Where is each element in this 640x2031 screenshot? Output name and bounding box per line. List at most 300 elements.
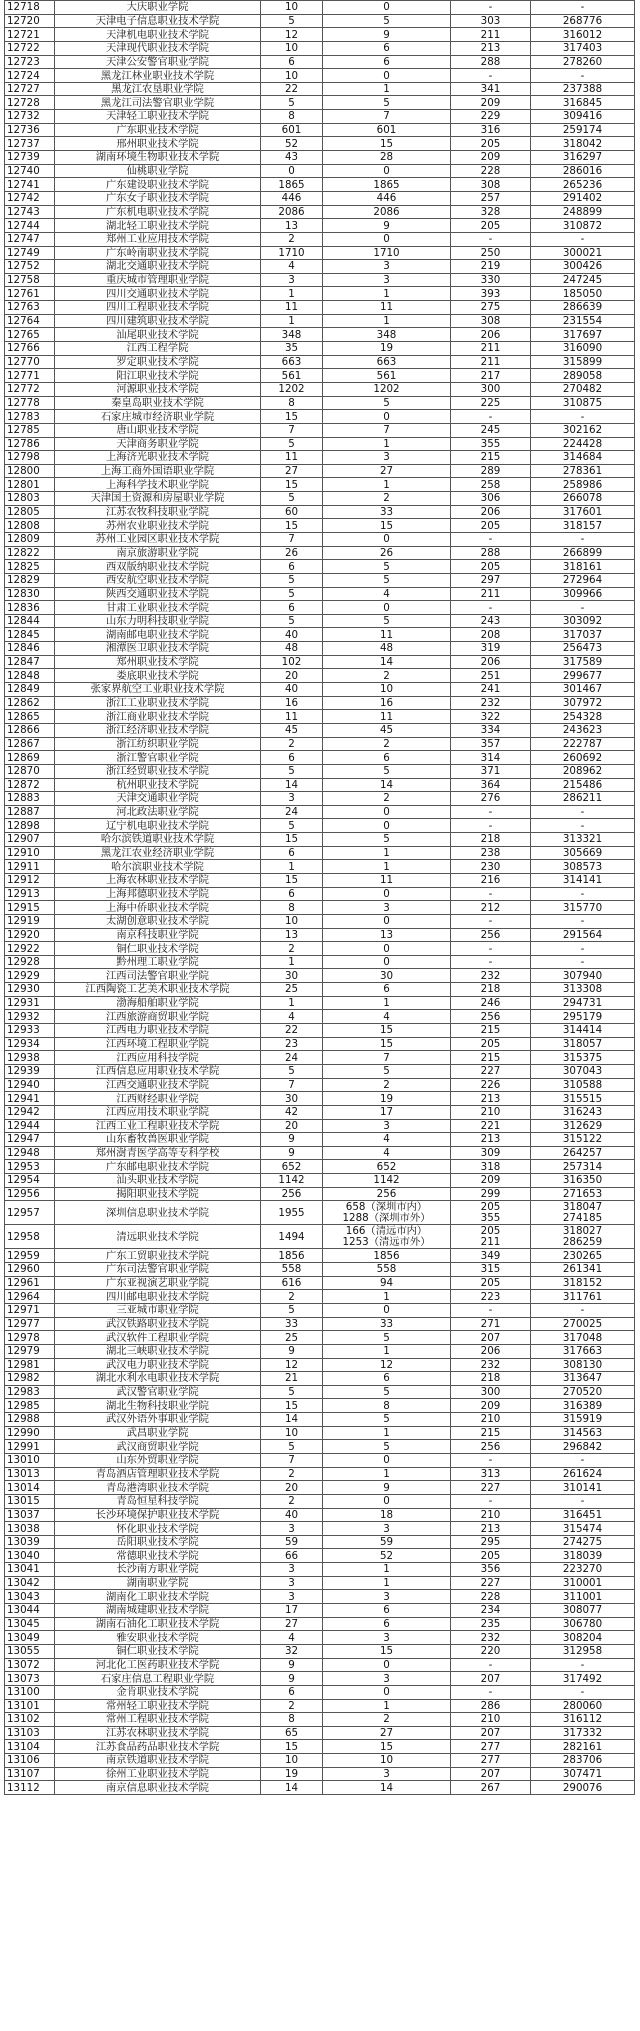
table-row [5,1494,635,1508]
school-code-cell: 12747 [5,232,55,246]
min-score-cell: 286 [451,1699,531,1713]
plan-count-cell: 10 [261,1426,323,1440]
table-row [5,914,635,928]
admitted-count-cell: 9 [323,1481,451,1495]
school-code-cell: 12867 [5,737,55,751]
admitted-count-cell: 561 [323,369,451,383]
school-name-cell: 广东工贸职业技术学院 [55,1249,261,1263]
plan-count-cell: 4 [261,1631,323,1645]
table-row [5,382,635,396]
admitted-count-cell: 18 [323,1508,451,1522]
plan-count-cell: 4 [261,1010,323,1024]
table-row [5,1590,635,1604]
table-row [5,1413,635,1427]
table-row [5,642,635,656]
min-rank-cell: 307972 [531,696,635,710]
admitted-count-cell: 10 [323,683,451,697]
plan-count-cell: 2 [261,232,323,246]
plan-count-cell: 25 [261,983,323,997]
min-score-cell: - [451,1658,531,1672]
school-code-cell: 12870 [5,764,55,778]
min-rank-cell [531,1201,635,1225]
min-rank-cell: - [531,887,635,901]
admitted-count-cell: 1 [323,996,451,1010]
table-row [5,532,635,546]
admitted-count-cell: 0 [323,164,451,178]
plan-count-cell: 14 [261,778,323,792]
school-name-cell: 广东建设职业技术学院 [55,178,261,192]
min-rank-cell: 316090 [531,342,635,356]
school-name-cell: 南京铁道职业技术学院 [55,1754,261,1768]
min-score-cell: 205 [451,1549,531,1563]
table-row [5,1453,635,1467]
school-code-cell: 12849 [5,683,55,697]
min-rank-cell: 314141 [531,874,635,888]
table-row [5,1331,635,1345]
school-name-cell: 青岛港湾职业技术学院 [55,1481,261,1495]
school-code-cell: 12845 [5,628,55,642]
school-code-cell: 12737 [5,137,55,151]
min-score-cell: 334 [451,723,531,737]
min-rank-cell: 314563 [531,1426,635,1440]
school-code-cell: 12846 [5,642,55,656]
admitted-count-cell: 12 [323,1358,451,1372]
table-row [5,751,635,765]
school-code-cell: 12915 [5,901,55,915]
table-row [5,1105,635,1119]
admitted-count-cell: 11 [323,301,451,315]
plan-count-cell: 60 [261,505,323,519]
school-name-cell: 武汉铁路职业技术学院 [55,1317,261,1331]
school-name-cell: 罗定职业技术学院 [55,355,261,369]
min-score-cell: - [451,1,531,15]
min-score-cell: 276 [451,792,531,806]
min-rank-cell: 268776 [531,14,635,28]
plan-count-cell: 5 [261,1064,323,1078]
min-rank-cell: 308077 [531,1604,635,1618]
plan-count-cell: 13 [261,928,323,942]
school-name-cell: 唐山职业技术学院 [55,423,261,437]
school-code-cell: 12956 [5,1187,55,1201]
school-code-cell: 12723 [5,55,55,69]
min-rank-cell: 278361 [531,464,635,478]
plan-count-cell: 21 [261,1372,323,1386]
min-score-cell: - [451,232,531,246]
plan-count-cell: 16 [261,696,323,710]
plan-count-cell: 6 [261,1685,323,1699]
school-name-cell: 辽宁机电职业技术学院 [55,819,261,833]
table-row [5,614,635,628]
plan-count-cell: 30 [261,1092,323,1106]
plan-count-cell: 446 [261,191,323,205]
table-row [5,996,635,1010]
min-rank-cell: 307043 [531,1064,635,1078]
plan-count-cell: 15 [261,478,323,492]
min-score-cell: - [451,1494,531,1508]
min-rank-cell: - [531,69,635,83]
plan-count-cell: 7 [261,1453,323,1467]
school-name-cell: 江西财经职业学院 [55,1092,261,1106]
admitted-count-cell: 0 [323,1453,451,1467]
table-row [5,683,635,697]
plan-count-cell: 3 [261,1563,323,1577]
school-name-cell: 武汉软件工程职业学院 [55,1331,261,1345]
school-code-cell: 12800 [5,464,55,478]
min-score-cell: 318 [451,1160,531,1174]
plan-count-cell: 3 [261,1590,323,1604]
min-rank-cell: - [531,1303,635,1317]
plan-count-cell: 22 [261,82,323,96]
plan-count-cell: 20 [261,669,323,683]
plan-count-cell: 15 [261,874,323,888]
plan-count-cell: 561 [261,369,323,383]
plan-count-cell: 2 [261,942,323,956]
school-name-cell: 南京旅游职业学院 [55,546,261,560]
school-code-cell: 12982 [5,1372,55,1386]
min-score-cell: 315 [451,1263,531,1277]
admitted-count-cell: 11 [323,874,451,888]
table-row [5,1522,635,1536]
min-rank-cell: - [531,914,635,928]
min-score-cell: 289 [451,464,531,478]
min-score-cell: 234 [451,1604,531,1618]
school-name-cell: 湖南邮电职业技术学院 [55,628,261,642]
school-name-cell: 湖北生物科技职业学院 [55,1399,261,1413]
school-code-cell: 13045 [5,1617,55,1631]
plan-count-cell: 5 [261,573,323,587]
min-rank-cell: 294731 [531,996,635,1010]
school-code-cell: 13013 [5,1467,55,1481]
min-rank-cell [531,1225,635,1249]
school-code-cell: 12772 [5,382,55,396]
cell-line: 658（深圳市内） [345,1200,428,1213]
table-row [5,1051,635,1065]
admitted-count-cell: 3 [323,451,451,465]
admitted-count-cell: 14 [323,655,451,669]
min-score-cell: 205 [451,519,531,533]
min-rank-cell: 270482 [531,382,635,396]
plan-count-cell: 11 [261,451,323,465]
plan-count-cell: 2 [261,1494,323,1508]
school-name-cell: 山东外贸职业学院 [55,1453,261,1467]
plan-count-cell: 9 [261,1344,323,1358]
school-name-cell: 四川交通职业技术学院 [55,287,261,301]
min-score-cell: 349 [451,1249,531,1263]
table-row [5,519,635,533]
school-name-cell: 上海农林职业技术学院 [55,874,261,888]
table-row [5,14,635,28]
admitted-count-cell [323,1225,451,1249]
admitted-count-cell: 14 [323,1781,451,1795]
admitted-count-cell: 1 [323,1344,451,1358]
admitted-count-cell: 1202 [323,382,451,396]
admitted-count-cell: 0 [323,1303,451,1317]
school-name-cell: 陕西交通职业技术学院 [55,587,261,601]
admitted-count-cell: 0 [323,410,451,424]
school-name-cell: 江西旅游商贸职业学院 [55,1010,261,1024]
school-name-cell: 四川工程职业技术学院 [55,301,261,315]
min-rank-cell: 317663 [531,1344,635,1358]
min-rank-cell: 266078 [531,492,635,506]
table-row [5,437,635,451]
table-row [5,1303,635,1317]
plan-count-cell: 25 [261,1331,323,1345]
min-score-cell: 215 [451,1051,531,1065]
cell-line: 286259 [562,1235,603,1248]
plan-count-cell: 1494 [261,1225,323,1249]
plan-count-cell: 1142 [261,1174,323,1188]
plan-count-cell: 14 [261,1413,323,1427]
min-score-cell: 228 [451,1590,531,1604]
min-score-cell: 213 [451,1092,531,1106]
school-name-cell: 广东亚视演艺职业学院 [55,1276,261,1290]
min-rank-cell: 309416 [531,110,635,124]
table-row [5,573,635,587]
min-rank-cell: 265236 [531,178,635,192]
school-name-cell: 浙江纺织职业学院 [55,737,261,751]
admitted-count-cell: 19 [323,342,451,356]
school-name-cell: 阳江职业技术学院 [55,369,261,383]
table-row [5,560,635,574]
school-code-cell: 12736 [5,123,55,137]
school-name-cell: 湖南石油化工职业技术学院 [55,1617,261,1631]
min-score-cell: 207 [451,1767,531,1781]
school-code-cell: 12866 [5,723,55,737]
min-score-cell: 206 [451,505,531,519]
school-code-cell: 13014 [5,1481,55,1495]
min-score-cell: 271 [451,1317,531,1331]
min-rank-cell: 215486 [531,778,635,792]
school-name-cell: 广东女子职业技术学院 [55,191,261,205]
plan-count-cell: 45 [261,723,323,737]
table-row [5,396,635,410]
school-name-cell: 太湖创意职业技术学院 [55,914,261,928]
min-rank-cell: 312629 [531,1119,635,1133]
school-name-cell: 邢州职业技术学院 [55,137,261,151]
school-name-cell: 黑龙江司法警官职业学院 [55,96,261,110]
school-name-cell: 广东岭南职业技术学院 [55,246,261,260]
min-score-cell: 356 [451,1563,531,1577]
school-name-cell: 常德职业技术学院 [55,1549,261,1563]
min-score-cell: 300 [451,382,531,396]
school-code-cell: 12922 [5,942,55,956]
min-score-cell: 226 [451,1078,531,1092]
min-rank-cell: 315770 [531,901,635,915]
min-rank-cell: 308130 [531,1358,635,1372]
table-row [5,778,635,792]
school-name-cell: 汕头职业技术学院 [55,1174,261,1188]
school-code-cell: 12978 [5,1331,55,1345]
min-rank-cell: - [531,942,635,956]
min-rank-cell: 318042 [531,137,635,151]
table-row [5,737,635,751]
min-rank-cell: 315122 [531,1133,635,1147]
school-name-cell: 天津国土资源和房屋职业学院 [55,492,261,506]
min-rank-cell: 274275 [531,1535,635,1549]
table-row [5,764,635,778]
admitted-count-cell: 601 [323,123,451,137]
min-rank-cell: 223270 [531,1563,635,1577]
min-rank-cell: 317601 [531,505,635,519]
school-code-cell: 13037 [5,1508,55,1522]
school-code-cell: 12944 [5,1119,55,1133]
min-rank-cell: - [531,410,635,424]
plan-count-cell: 9 [261,1672,323,1686]
school-code-cell: 12988 [5,1413,55,1427]
plan-count-cell: 3 [261,1522,323,1536]
school-name-cell: 清远职业技术学院 [55,1225,261,1249]
table-row [5,123,635,137]
min-rank-cell: 316112 [531,1713,635,1727]
school-name-cell: 汕尾职业技术学院 [55,328,261,342]
table-row [5,901,635,915]
admitted-count-cell: 1 [323,1290,451,1304]
plan-count-cell: 1856 [261,1249,323,1263]
table-row [5,1631,635,1645]
school-name-cell: 江西应用技术职业学院 [55,1105,261,1119]
table-row [5,655,635,669]
admitted-count-cell: 5 [323,1413,451,1427]
table-row [5,260,635,274]
table-row [5,819,635,833]
min-score-cell: 207 [451,1672,531,1686]
school-code-cell: 12765 [5,328,55,342]
plan-count-cell: 1 [261,314,323,328]
table-row [5,1699,635,1713]
table-row [5,955,635,969]
table-row [5,928,635,942]
admitted-count-cell: 5 [323,833,451,847]
plan-count-cell: 663 [261,355,323,369]
min-rank-cell: - [531,955,635,969]
school-name-cell: 江苏农牧科技职业学院 [55,505,261,519]
admitted-count-cell: 1 [323,1576,451,1590]
table-row [5,1685,635,1699]
min-rank-cell: 270520 [531,1385,635,1399]
school-code-cell: 12983 [5,1385,55,1399]
table-row [5,151,635,165]
table-row [5,1781,635,1795]
admitted-count-cell: 652 [323,1160,451,1174]
table-row [5,355,635,369]
plan-count-cell: 15 [261,1399,323,1413]
min-score-cell: 209 [451,1174,531,1188]
min-score-cell: 241 [451,683,531,697]
plan-count-cell: 6 [261,560,323,574]
admitted-count-cell: 11 [323,628,451,642]
school-code-cell: 13010 [5,1453,55,1467]
school-code-cell: 12732 [5,110,55,124]
school-name-cell: 江西陶瓷工艺美术职业技术学院 [55,983,261,997]
min-rank-cell: 264257 [531,1146,635,1160]
school-code-cell: 12718 [5,1,55,15]
min-rank-cell: 224428 [531,437,635,451]
admitted-count-cell: 33 [323,1317,451,1331]
min-rank-cell: 317697 [531,328,635,342]
admitted-count-cell: 10 [323,1754,451,1768]
admitted-count-cell: 1 [323,1699,451,1713]
admitted-count-cell: 33 [323,505,451,519]
school-code-cell: 12948 [5,1146,55,1160]
school-code-cell: 12764 [5,314,55,328]
plan-count-cell: 1 [261,287,323,301]
school-name-cell: 江西信息应用职业技术学院 [55,1064,261,1078]
school-code-cell: 12961 [5,1276,55,1290]
cell-line: 205 [480,1200,501,1213]
plan-count-cell: 0 [261,164,323,178]
min-score-cell: 210 [451,1105,531,1119]
plan-count-cell: 5 [261,437,323,451]
table-row [5,1740,635,1754]
plan-count-cell: 652 [261,1160,323,1174]
admitted-count-cell: 2 [323,1713,451,1727]
min-score-cell: 309 [451,1146,531,1160]
school-name-cell: 湖南化工职业技术学院 [55,1590,261,1604]
table-row [5,1767,635,1781]
admitted-count-cell: 5 [323,560,451,574]
min-score-cell: 314 [451,751,531,765]
table-row [5,1064,635,1078]
school-name-cell: 湖北交通职业技术学院 [55,260,261,274]
admitted-count-cell: 256 [323,1187,451,1201]
min-rank-cell: 230265 [531,1249,635,1263]
admitted-count-cell: 5 [323,96,451,110]
min-rank-cell: 289058 [531,369,635,383]
plan-count-cell: 3 [261,1576,323,1590]
school-name-cell: 深圳信息职业技术学院 [55,1201,261,1225]
plan-count-cell: 10 [261,69,323,83]
school-name-cell: 浙江工业职业技术学院 [55,696,261,710]
school-name-cell: 金肯职业技术学院 [55,1685,261,1699]
min-score-cell: 308 [451,314,531,328]
table-row [5,1317,635,1331]
table-row [5,55,635,69]
admitted-count-cell: 446 [323,191,451,205]
table-row [5,478,635,492]
school-code-cell: 12847 [5,655,55,669]
min-score-cell: 275 [451,301,531,315]
plan-count-cell: 10 [261,1754,323,1768]
min-score-cell: 205 [451,137,531,151]
school-name-cell: 湘潭医卫职业技术学院 [55,642,261,656]
school-code-cell: 12898 [5,819,55,833]
admitted-count-cell: 1 [323,82,451,96]
table-row [5,369,635,383]
school-code-cell: 12752 [5,260,55,274]
table-row [5,41,635,55]
admitted-count-cell: 3 [323,1672,451,1686]
min-score-cell: 207 [451,1331,531,1345]
plan-count-cell: 5 [261,819,323,833]
plan-count-cell: 65 [261,1726,323,1740]
table-row [5,1576,635,1590]
school-name-cell: 苏州工业园区职业技术学院 [55,532,261,546]
school-name-cell: 娄底职业技术学院 [55,669,261,683]
plan-count-cell: 32 [261,1644,323,1658]
admitted-count-cell: 3 [323,901,451,915]
school-code-cell: 13103 [5,1726,55,1740]
plan-count-cell: 1 [261,955,323,969]
plan-count-cell: 1710 [261,246,323,260]
plan-count-cell: 30 [261,969,323,983]
table-row [5,28,635,42]
school-code-cell: 12869 [5,751,55,765]
plan-count-cell: 10 [261,1,323,15]
table-row [5,792,635,806]
min-rank-cell: 317037 [531,628,635,642]
admitted-count-cell: 94 [323,1276,451,1290]
admitted-count-cell: 0 [323,887,451,901]
